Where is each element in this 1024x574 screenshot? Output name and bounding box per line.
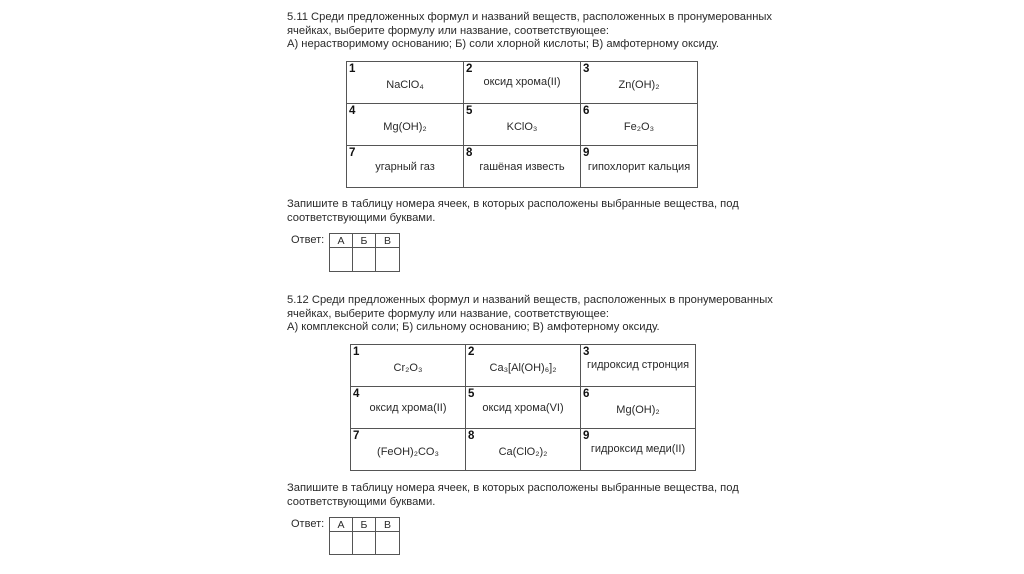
statement-line: 5.12 Среди предложенных формул и названий веществ, расположенных в пронумерованных: [287, 294, 773, 306]
answer-header-v: В: [376, 234, 400, 248]
instruction-line: соответствующими буквами.: [287, 211, 436, 224]
answer-header-a: А: [330, 518, 353, 532]
substance-cell-1: [351, 345, 466, 387]
cell-value: Fe₂O₃: [623, 121, 655, 133]
answer-input-v[interactable]: [376, 532, 400, 555]
cell-value: Mg(OH)₂: [616, 404, 660, 416]
substance-cell-4: [351, 387, 466, 429]
cell-value: Mg(OH)₂: [383, 121, 427, 133]
answer-header-b: Б: [353, 234, 376, 248]
substance-cell-6: [581, 104, 698, 146]
statement-line: 5.11 Среди предложенных формул и названий веществ, расположенных в пронумерованных: [287, 11, 773, 23]
answer-label: Ответ:: [291, 234, 325, 246]
substance-cell-3: [581, 345, 696, 387]
cell-number: 3: [583, 63, 590, 75]
answer-header-a: А: [330, 234, 353, 248]
substance-cell-5: [466, 387, 581, 429]
cell-value: угарный газ: [375, 161, 435, 173]
substance-cell-8: [466, 429, 581, 471]
task-5-11-substances-table: [346, 61, 698, 188]
answer-header-b: Б: [353, 518, 376, 532]
statement-line: А) нерастворимому основанию; Б) соли хлорной кислоты; В) амфотерному оксиду.: [287, 38, 719, 51]
cell-number: 5: [468, 388, 475, 400]
task-5-11-answer-table: [329, 233, 400, 272]
cell-value: оксид хрома(II): [369, 402, 447, 414]
cell-value: NaClO₄: [386, 79, 424, 91]
cell-number: 2: [466, 63, 473, 75]
cell-number: 3: [583, 346, 590, 358]
statement-line: А) комплексной соли; Б) сильному основанию; В) амфотерному оксиду.: [287, 321, 660, 334]
substance-cell-7: [347, 146, 464, 188]
substance-cell-7: [351, 429, 466, 471]
cell-value: гидроксид меди(II): [590, 443, 686, 455]
substance-cell-6: [581, 387, 696, 429]
instruction-line: соответствующими буквами.: [287, 495, 436, 508]
answer-label: Ответ:: [291, 518, 325, 530]
cell-number: 7: [349, 147, 356, 159]
cell-value: гашёная известь: [479, 161, 565, 173]
task-5-12-statement: [287, 294, 773, 335]
cell-value: Ca₃[Al(OH)₆]₂: [489, 362, 557, 374]
cell-number: 7: [353, 430, 360, 442]
cell-number: 2: [468, 346, 475, 358]
cell-value: (FeOH)₂CO₃: [377, 446, 439, 458]
task-5-12-substances-table: [350, 344, 696, 471]
answer-input-b[interactable]: [353, 532, 376, 555]
answer-input-v[interactable]: [376, 248, 400, 272]
cell-value: гипохлорит кальция: [587, 161, 691, 173]
cell-number: 1: [353, 346, 360, 358]
substance-cell-9: [581, 429, 696, 471]
substance-cell-2: [464, 62, 581, 104]
task-5-11-statement: [287, 11, 773, 52]
answer-header-v: В: [376, 518, 400, 532]
cell-number: 5: [466, 105, 473, 117]
substance-cell-9: [581, 146, 698, 188]
cell-number: 8: [466, 147, 473, 159]
cell-number: 1: [349, 63, 356, 75]
instruction-line: Запишите в таблицу номера ячеек, в которых расположены выбранные вещества, под: [287, 198, 739, 210]
cell-value: оксид хрома(VI): [482, 402, 564, 414]
instruction-line: Запишите в таблицу номера ячеек, в которых расположены выбранные вещества, под: [287, 482, 739, 494]
task-5-11-instruction: [287, 198, 767, 225]
cell-number: 6: [583, 388, 590, 400]
cell-number: 6: [583, 105, 590, 117]
cell-number: 9: [583, 430, 590, 442]
task-5-12-answer-table: [329, 517, 400, 555]
cell-number: 4: [353, 388, 360, 400]
cell-value: гидроксид стронция: [586, 359, 690, 371]
substance-cell-8: [464, 146, 581, 188]
cell-value: Zn(OH)₂: [618, 79, 660, 91]
answer-input-a[interactable]: [330, 248, 353, 272]
cell-number: 9: [583, 147, 590, 159]
substance-cell-5: [464, 104, 581, 146]
statement-line: ячейках, выберите формулу или название, соответствующее:: [287, 307, 610, 320]
cell-value: KClO₃: [506, 121, 538, 133]
cell-number: 8: [468, 430, 475, 442]
substance-cell-1: [347, 62, 464, 104]
substance-cell-3: [581, 62, 698, 104]
cell-value: Cr₂O₃: [393, 362, 423, 374]
answer-input-b[interactable]: [353, 248, 376, 272]
cell-value: оксид хрома(II): [483, 76, 561, 88]
answer-input-a[interactable]: [330, 532, 353, 555]
cell-value: Ca(ClO₂)₂: [498, 446, 548, 458]
substance-cell-2: [466, 345, 581, 387]
cell-number: 4: [349, 105, 356, 117]
substance-cell-4: [347, 104, 464, 146]
task-5-12-instruction: [287, 482, 767, 509]
statement-line: ячейках, выберите формулу или название, соответствующее:: [287, 24, 610, 37]
